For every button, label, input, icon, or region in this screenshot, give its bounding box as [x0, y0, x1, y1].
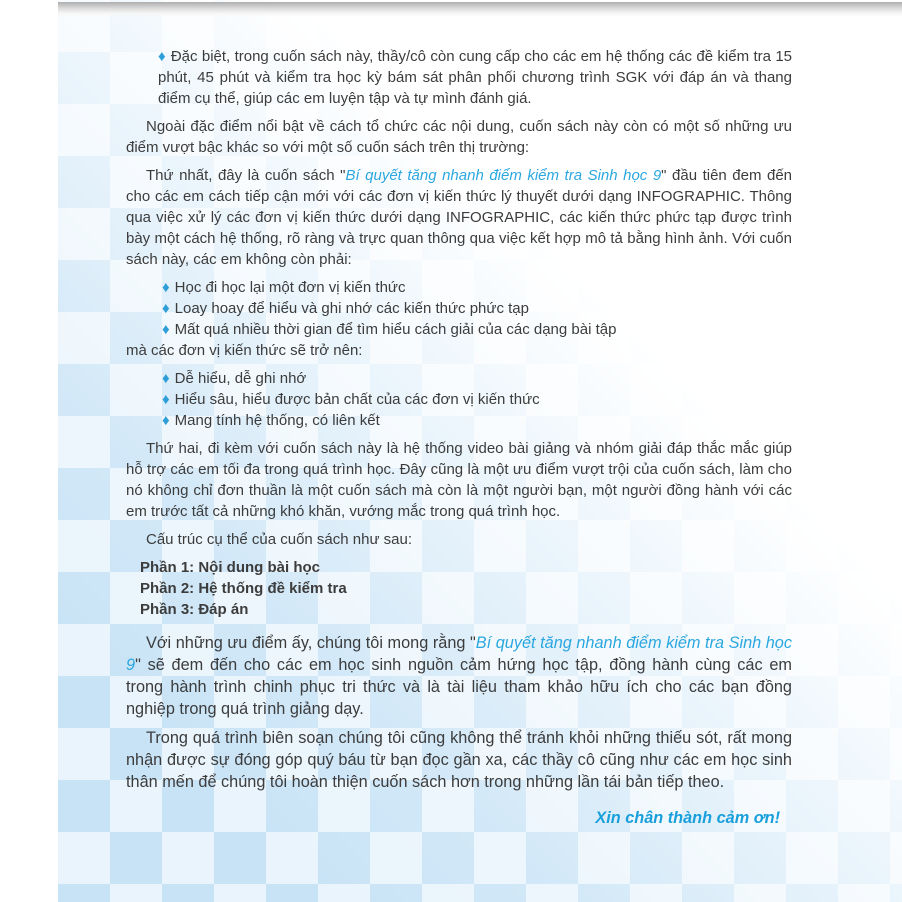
list-item [162, 277, 792, 298]
diamond-bullet-icon: ♦ [162, 300, 170, 317]
diamond-bullet-icon: ♦ [162, 391, 170, 408]
diamond-bullet-icon: ♦ [158, 48, 166, 65]
page-top-shadow [58, 2, 902, 17]
list-item-text: Mất quá nhiều thời gian để tìm hiểu cách giải của các dạng bài tập [174, 321, 617, 338]
feature-bullet-text: Đặc biệt, trong cuốn sách này, thầy/cô còn cung cấp cho các em hệ thống các đề kiểm tra 15 phút, 45 phút và kiểm tra học kỳ bám sát phân phối chương trình SGK với đáp án và thang điểm cụ thể, giúp các em luyện tập và tự mình đánh giá. [158, 48, 792, 107]
hope-pre: Với những ưu điểm ấy, chúng tôi mong rằng " [146, 634, 476, 652]
list-item-text: Mang tính hệ thống, có liên kết [174, 412, 380, 429]
diamond-bullet-icon: ♦ [162, 279, 170, 296]
diamond-bullet-icon: ♦ [162, 412, 170, 429]
book-title-text: Bí quyết tăng nhanh điểm kiểm tra Sinh học 9 [126, 634, 792, 674]
structure-part-2: Phần 2: Hệ thống đề kiểm tra [140, 580, 347, 597]
list-item-text: Dễ hiểu, dễ ghi nhớ [174, 370, 307, 387]
list-item [162, 410, 792, 431]
apology-paragraph: Trong quá trình biên soạn chúng tôi cũng không thể tránh khỏi những thiếu sót, rất mong nhận được sự đóng góp quý báu từ bạn đọc gần xa, các thầy cô cũng như các em học sinh thân mến để chúng tôi hoàn thiện cuốn sách hơn trong những lần tái bản tiếp theo. [126, 729, 792, 791]
problem-bullet-list [162, 277, 792, 340]
diamond-bullet-icon: ♦ [162, 321, 170, 338]
book-title-text: Bí quyết tăng nhanh điểm kiểm tra Sinh học 9 [345, 167, 662, 184]
list-item [162, 319, 792, 340]
preface-text-block [126, 46, 792, 829]
first-advantage-paragraph [126, 165, 792, 270]
list-item-text: Hiểu sâu, hiểu được bản chất của các đơn vị kiến thức [174, 391, 540, 408]
structure-part-1: Phần 1: Nội dung bài học [140, 559, 320, 576]
list-item-text: Loay hoay để hiểu và ghi nhớ các kiến thức phức tạp [174, 300, 529, 317]
hope-paragraph [126, 632, 792, 720]
list-item [162, 389, 792, 410]
diamond-bullet-icon: ♦ [162, 370, 170, 387]
structure-part-3: Phần 3: Đáp án [140, 601, 249, 618]
first-advantage-post: " đầu tiên đem đến cho các em cách tiếp cận mới với các đơn vị kiến thức lý thuyết dưới dạng INFOGRAPHIC. Thông qua việc xử lý các đơn vị kiến thức dưới dạng INFOGRAPHIC, các kiến thức phức tạp được trình bày một cách hệ thống, rõ ràng và trực quan thông qua việc kết hợp mô tả bằng hình ảnh. Với cuốn sách này, các em không còn phải: [126, 167, 793, 268]
overview-paragraph: Ngoài đặc điểm nổi bật về cách tổ chức các nội dung, cuốn sách này còn có một số những ưu điểm vượt bậc khác so với một số cuốn sách trên thị trường: [126, 118, 792, 156]
benefit-bullet-list [162, 368, 792, 431]
feature-bullet-paragraph [158, 46, 792, 109]
closing-thanks-line: Xin chân thành cảm ơn! [595, 809, 780, 827]
list-item [162, 298, 792, 319]
list-item [162, 368, 792, 389]
becomes-line: mà các đơn vị kiến thức sẽ trở nên: [126, 342, 363, 359]
structure-intro-line: Cấu trúc cụ thể của cuốn sách như sau: [146, 531, 413, 548]
second-advantage-paragraph: Thứ hai, đi kèm với cuốn sách này là hệ thống video bài giảng và nhóm giải đáp thắc mắc giúp hỗ trợ các em tối đa trong quá trình học. Đây cũng là một ưu điểm vượt trội của cuốn sách, làm cho nó không chỉ đơn thuần là một cuốn sách mà còn là một người bạn, một người đồng hành với các em trước tất cả những khó khăn, vướng mắc trong quá trình học. [126, 440, 792, 520]
list-item-text: Học đi học lại một đơn vị kiến thức [174, 279, 406, 296]
first-advantage-pre: Thứ nhất, đây là cuốn sách " [146, 167, 346, 184]
hope-post: " sẽ đem đến cho các em học sinh nguồn cảm hứng học tập, đồng hành cùng các em trong hành trình chinh phục tri thức và là tài liệu tham khảo hữu ích cho các bạn đồng nghiệp trong quá trình giảng dạy. [126, 656, 792, 718]
